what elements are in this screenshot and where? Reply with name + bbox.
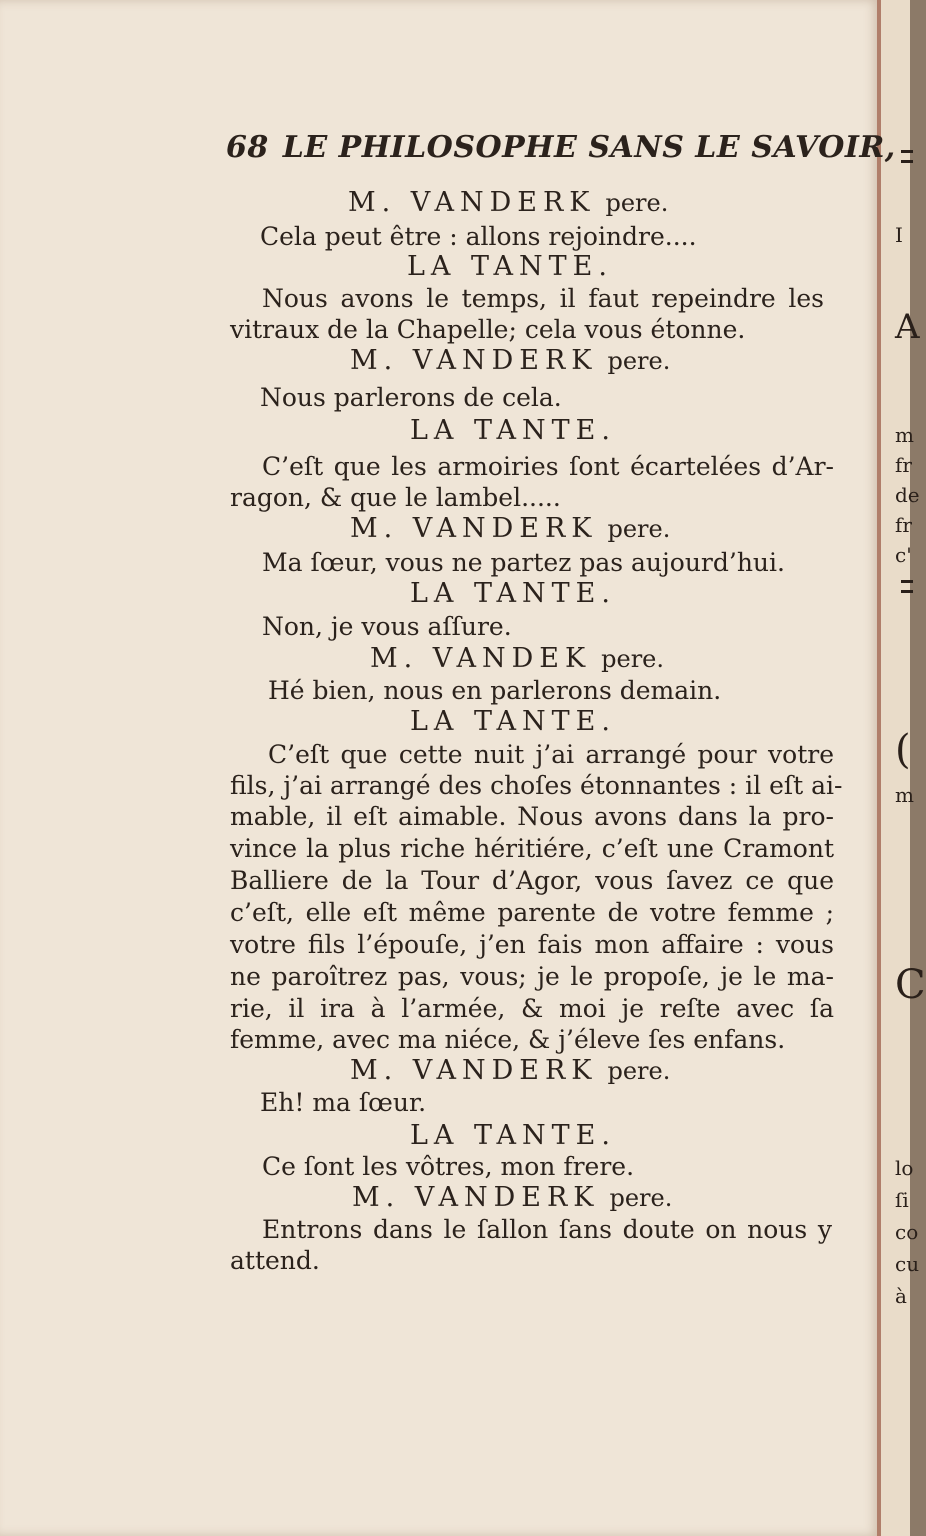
speaker-heading: LA TANTE. (410, 578, 616, 609)
dialogue-line: ragon, & que le lambel..... (230, 483, 561, 512)
running-header (226, 130, 896, 165)
facing-page-fragment: fr (895, 453, 912, 477)
facing-page-fragment: co (895, 1220, 919, 1244)
speaker-heading: M. VANDERK pere. (350, 1055, 671, 1086)
facing-page-fragment: ( (895, 727, 911, 773)
facing-page-fragment: à (895, 1284, 907, 1308)
page-number: 68 (226, 130, 269, 165)
speaker-heading: LA TANTE. (407, 251, 613, 282)
speaker-heading: LA TANTE. (410, 706, 616, 737)
dialogue-line: Hé bien, nous en parlerons demain. (268, 676, 722, 705)
speaker-heading: M. VANDERK pere. (348, 187, 669, 218)
speaker-heading: M. VANDERK pere. (352, 1182, 673, 1213)
facing-page-fragment: m (895, 423, 914, 447)
facing-page-edge (881, 0, 926, 1536)
dialogue-line: Ma ſœur, vous ne partez pas aujourd’hui. (262, 548, 785, 577)
dialogue-line: Nous avons le temps, il faut repeindre les (262, 284, 824, 313)
dialogue-line: vince la plus riche héritiére, c’eſt une Cramont (230, 834, 834, 863)
dialogue-line: Non, je vous aſſure. (262, 612, 512, 641)
facing-page-fragment: m (895, 783, 914, 807)
speaker-heading: LA TANTE. (410, 1120, 616, 1151)
facing-page-fragment: fr (895, 513, 912, 537)
facing-page-fragment: cu (895, 1252, 920, 1276)
dialogue-line: C’eſt que cette nuit j’ai arrangé pour votre (268, 740, 834, 769)
dialogue-line: mable, il eſt aimable. Nous avons dans la pro- (230, 802, 834, 831)
dialogue-line: Cela peut être : allons rejoindre.... (260, 222, 697, 251)
facing-page-fragment: I (895, 223, 903, 247)
rule-mark (901, 580, 913, 583)
facing-page-fragment: lo (895, 1156, 914, 1180)
rule-mark (901, 590, 913, 593)
dialogue-line: attend. (230, 1246, 320, 1275)
rule-mark (901, 160, 913, 163)
facing-page-fragment: C (895, 962, 926, 1008)
facing-page-fragment: de (895, 483, 920, 507)
rule-mark (901, 150, 913, 153)
dialogue-line: ne paroîtrez pas, vous; je le propoſe, je le ma- (230, 962, 834, 991)
dialogue-line: Entrons dans le ſallon ſans doute on nous y (262, 1215, 832, 1244)
dialogue-line: c’eſt, elle eſt même parente de votre femme ; (230, 898, 834, 927)
dialogue-line: Nous parlerons de cela. (260, 383, 562, 412)
dialogue-line: femme, avec ma niéce, & j’éleve ſes enfans. (230, 1025, 786, 1054)
speaker-heading: M. VANDEK pere. (370, 643, 665, 674)
dialogue-line: Balliere de la Tour d’Agor, vous ſavez ce que (230, 866, 834, 895)
dialogue-line: votre fils l’épouſe, j’en fais mon affaire : vous (230, 930, 834, 959)
dialogue-line: Ce ſont les vôtres, mon frere. (262, 1152, 635, 1181)
dialogue-line: rie, il ira à l’armée, & moi je reſte avec ſa (230, 994, 834, 1023)
speaker-heading: M. VANDERK pere. (350, 513, 671, 544)
dialogue-line: fils, j’ai arrangé des choſes étonnantes : il eſt ai- (230, 771, 843, 800)
facing-page-fragment: A (895, 307, 920, 347)
speaker-heading: M. VANDERK pere. (350, 345, 671, 376)
running-title: LE PHILOSOPHE SANS LE SAVOIR, (282, 130, 896, 165)
dialogue-line: Eh! ma ſœur. (260, 1088, 427, 1117)
speaker-heading: LA TANTE. (410, 415, 616, 446)
facing-page-fragment: c' (895, 543, 912, 567)
facing-page-fragment: ſi (895, 1188, 909, 1212)
dialogue-line: C’eſt que les armoiries ſont écartelées d’Ar- (262, 452, 834, 481)
dialogue-line: vitraux de la Chapelle; cela vous étonne. (230, 315, 746, 344)
